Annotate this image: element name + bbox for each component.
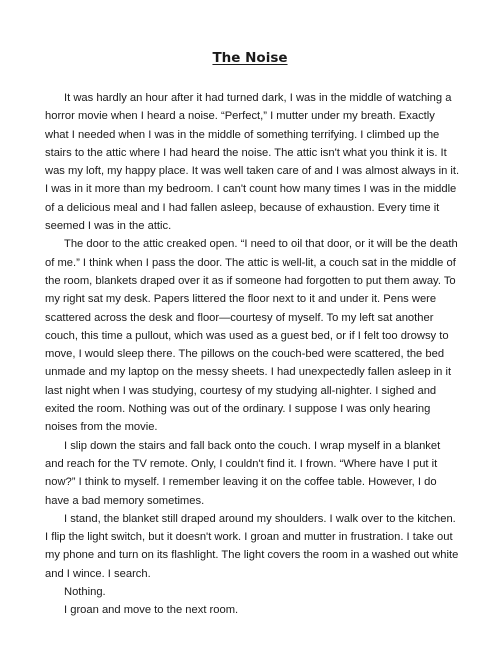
paragraph: The door to the attic creaked open. “I need to oil that door, or it will be the death of me.” I think when I pass the door. The attic is well-lit, a couch sat in the middle of the room, blankets draped over it as if someone had forgotten to put them away. To my right sat my desk. Papers littered the floor next to it and under it. Pens were scattered across the desk and floor—courtesy of myself. To my left sat another couch, this time a pullout, which was used as a guest bed, or if I felt too drowsy to move, I would sleep there. The pillows on the couch-bed were scattered, the bed unmade and my laptop on the messy sheets. I had unexpectedly fallen asleep in it last night when I was studying, courtesy of my studying all-nighter. I sighed and exited the room. Nothing was out of the ordinary. I suppose I was only hearing noises from the movie. <box>45 238 458 434</box>
document-body <box>45 89 460 620</box>
document-title: The Noise <box>212 50 288 66</box>
paragraph: It was hardly an hour after it had turned dark, I was in the middle of watching a horror movie when I heard a noise. “Perfect,” I mutter under my breath. Exactly what I needed when I was in the middle of something terrifying. I climbed up the stairs to the attic where I had heard the noise. The attic isn't what you think it is. It was my loft, my happy place. It was well taken care of and I was almost always in it. I was in it more than my bedroom. I can't count how many times I was in the middle of a delicious meal and I had fallen asleep, because of exhaustion. Every time it seemed I was in the attic. <box>45 92 460 233</box>
paragraph: I stand, the blanket still draped around my shoulders. I walk over to the kitchen. I flip the light switch, but it doesn't work. I groan and mutter in frustration. I take out my phone and turn on its flashlight. The light covers the room in a washed out white and I wince. I search. <box>45 512 459 580</box>
paragraph: Nothing. <box>64 586 106 599</box>
paragraph: I groan and move to the next room. <box>64 604 239 617</box>
paragraph: I slip down the stairs and fall back onto the couch. I wrap myself in a blanket and reach for the TV remote. Only, I couldn't find it. I frown. “Where have I put it now?” I think to myself. I remember leaving it on the coffee table. However, I do have a bad memory sometimes. <box>45 439 441 507</box>
